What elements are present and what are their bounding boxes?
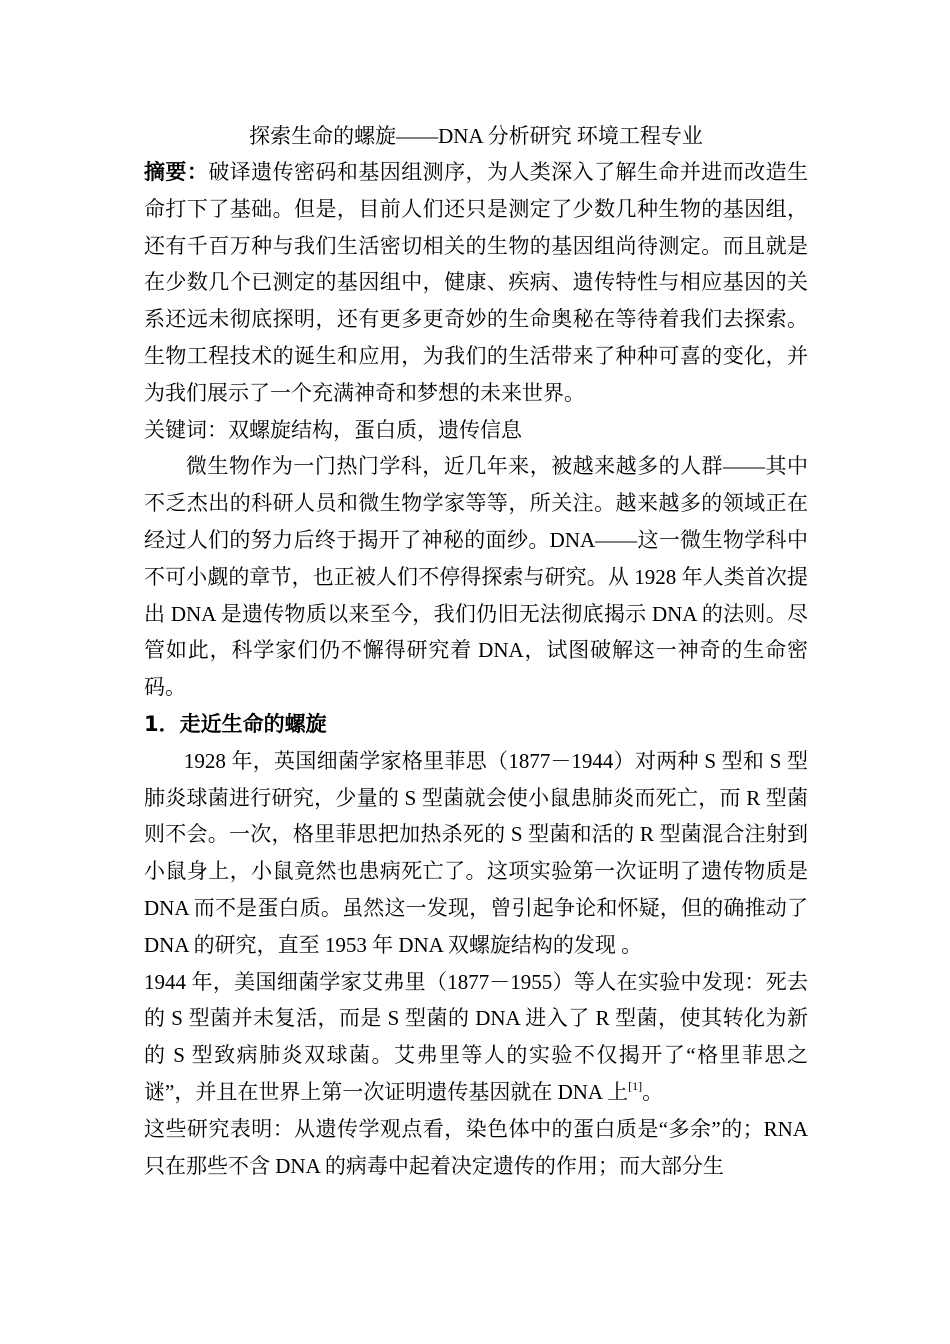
section-heading: 1．走近生命的螺旋 (144, 711, 327, 736)
section1-paragraph-2 (144, 964, 808, 1111)
abstract-label: 摘要： (144, 160, 209, 184)
document-page (144, 118, 808, 1184)
section1-paragraph-2-text: 1944 年，美国细菌学家艾弗里（1877－1955）等人在实验中发现：死去的 S 型菌并未复活，而是 S 型菌的 DNA 进入了 R 型菌，使其转化为新的 S 型致病肺炎双球菌。艾弗里等人的实验不仅揭开了“格里菲思之谜”，并且在世界上第一次证明遗传基因就在 DNA 上 (144, 969, 808, 1104)
section1-paragraph-2-end: 。 (642, 1079, 664, 1104)
intro-paragraph: 微生物作为一门热门学科，近几年来，被越来越多的人群——其中不乏杰出的科研人员和微生物学家等等，所关注。越来越多的领域正在经过人们的努力后终于揭开了神秘的面纱。DNA——这一微生物学科中不可小觑的章节，也正被人们不停得探索与研究。从 1928 年人类首次提出 DNA 是遗传物质以来至今，我们仍旧无法彻底揭示 DNA 的法则。尽管如此，科学家们仍不懈得研究着 DNA，试图破解这一神奇的生命密码。 (144, 454, 808, 700)
reference-marker[interactable]: [1] (628, 1078, 643, 1093)
section1-paragraph-1: 1928 年，英国细菌学家格里菲思（1877－1944）对两种 S 型和 S 型肺炎球菌进行研究，少量的 S 型菌就会使小鼠患肺炎而死亡，而 R 型菌则不会。一次，格里菲思把加热杀死的 S 型菌和活的 R 型菌混合注射到小鼠身上，小鼠竟然也患病死亡了。这项实验第一次证明了遗传物质是 DNA 而不是蛋白质。虽然这一发现，曾引起争论和怀疑，但的确推动了 DNA 的研究，直至 1953 年 DNA 双螺旋结构的发现 。 (144, 748, 808, 957)
section1-paragraph-3: 这些研究表明：从遗传学观点看，染色体中的蛋白质是“多余”的；RNA 只在那些不含 DNA 的病毒中起着决定遗传的作用；而大部分生 (144, 1116, 808, 1178)
abstract-text: 破译遗传密码和基因组测序，为人类深入了解生命并进而改造生命打下了基础。但是，目前人们还只是测定了少数几种生物的基因组，还有千百万种与我们生活密切相关的生物的基因组尚待测定。而且就是在少数几个已测定的基因组中，健康、疾病、遗传特性与相应基因的关系还远未彻底探明，还有更多更奇妙的生命奥秘在等待着我们去探索。生物工程技术的诞生和应用，为我们的生活带来了种种可喜的变化，并为我们展示了一个充满神奇和梦想的未来世界。 (144, 160, 809, 405)
document-title: 探索生命的螺旋——DNA 分析研究 环境工程专业 (249, 124, 703, 148)
keywords-line: 关键词：双螺旋结构，蛋白质，遗传信息 (144, 417, 522, 442)
abstract-paragraph (144, 154, 808, 412)
